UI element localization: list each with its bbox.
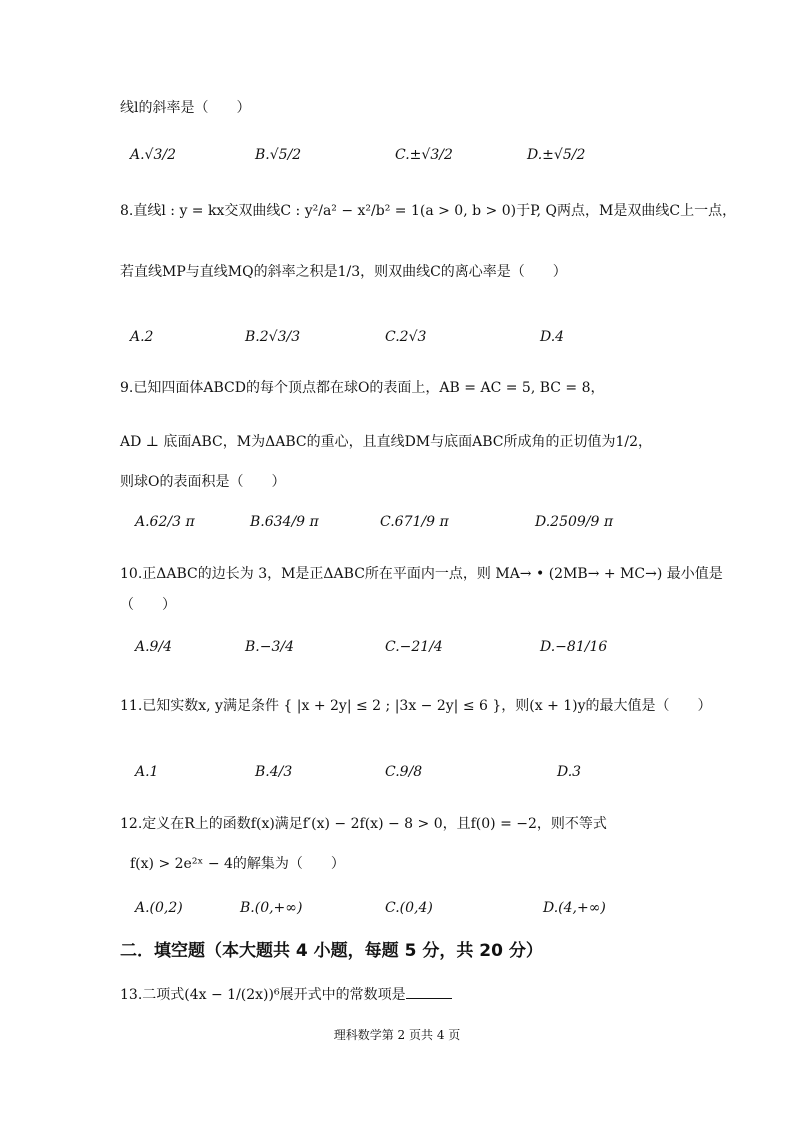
- page-footer: 理科数学第 2 页共 4 页: [333, 1028, 461, 1042]
- q12-option-b: B.(0,+∞): [240, 900, 303, 916]
- q11-option-b: B.4/3: [255, 764, 293, 780]
- answer-blank[interactable]: [406, 984, 452, 999]
- q10-option-d: D.−81/16: [540, 639, 608, 655]
- q7-option-b: B.√5/2: [255, 147, 302, 163]
- q12-stem-1: 12.定义在R上的函数f(x)满足f′(x) − 2f(x) − 8 > 0，且f(0) = −2，则不等式: [120, 816, 607, 832]
- q8-option-c: C.2√3: [385, 329, 427, 345]
- q9-option-c: C.671/9 π: [380, 514, 449, 530]
- q10-option-c: C.−21/4: [385, 639, 443, 655]
- q10-stem-2: （ ）: [120, 597, 176, 613]
- q7-option-c: C.±√3/2: [395, 147, 453, 163]
- q8-option-d: D.4: [540, 329, 565, 345]
- q9-option-d: D.2509/9 π: [535, 514, 614, 530]
- q8-option-a: A.2: [130, 329, 154, 345]
- q12-option-c: C.(0,4): [385, 900, 433, 916]
- q10-option-a: A.9/4: [135, 639, 173, 655]
- q13-text: 13.二项式(4x − 1/(2x))⁶展开式中的常数项是: [120, 987, 406, 1003]
- q9-option-a: A.62/3 π: [135, 514, 195, 530]
- q12-option-d: D.(4,+∞): [543, 900, 606, 916]
- q12-stem-2: f(x) > 2e²ˣ − 4的解集为（ ）: [130, 856, 345, 872]
- q9-option-b: B.634/9 π: [250, 514, 319, 530]
- q13-stem: [120, 984, 452, 1005]
- q8-stem-1: 8.直线l : y = kx交双曲线C : y²/a² − x²/b² = 1(a > 0, b > 0)于P, Q两点，M是双曲线C上一点，: [120, 203, 737, 219]
- q10-option-b: B.−3/4: [245, 639, 294, 655]
- q11-option-a: A.1: [135, 764, 159, 780]
- q10-stem-1: 10.正ΔABC的边长为 3，M是正ΔABC所在平面内一点，则 MA→ • (2MB→ + MC→) 最小值是: [120, 566, 723, 582]
- q11-option-d: D.3: [557, 764, 582, 780]
- q8-option-b: B.2√3/3: [245, 329, 301, 345]
- q9-stem-2: AD ⊥ 底面ABC，M为ΔABC的重心，且直线DM与底面ABC所成角的正切值为1/2，: [120, 434, 653, 450]
- q11-stem: 11.已知实数x, y满足条件 { |x + 2y| ≤ 2 ; |3x − 2y| ≤ 6 }，则(x + 1)y的最大值是（ ）: [120, 698, 712, 714]
- q11-option-c: C.9/8: [385, 764, 423, 780]
- q7-stem-tail: 线l的斜率是（ ）: [120, 100, 251, 116]
- q12-option-a: A.(0,2): [135, 900, 183, 916]
- q7-option-d: D.±√5/2: [527, 147, 586, 163]
- q9-stem-1: 9.已知四面体ABCD的每个顶点都在球O的表面上，AB = AC = 5, BC = 8，: [120, 380, 605, 396]
- section-heading: 二．填空题（本大题共 4 小题，每题 5 分，共 20 分）: [120, 941, 543, 961]
- q7-option-a: A.√3/2: [130, 147, 177, 163]
- q9-stem-3: 则球O的表面积是（ ）: [120, 474, 286, 490]
- q8-stem-2: 若直线MP与直线MQ的斜率之积是1/3，则双曲线C的离心率是（ ）: [120, 264, 567, 280]
